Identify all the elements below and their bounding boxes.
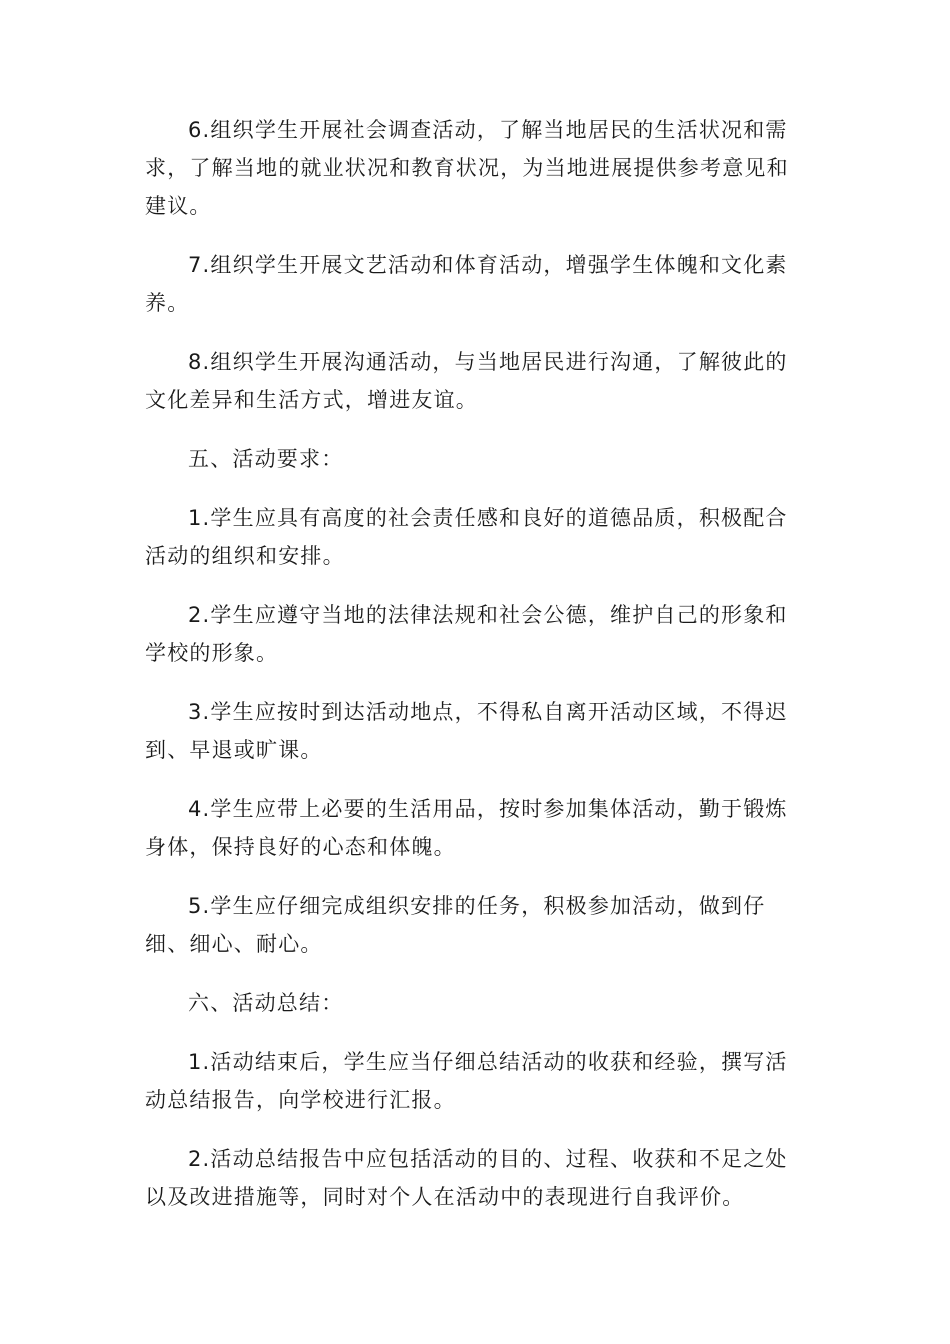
requirement-item-1: 1.学生应具有高度的社会责任感和良好的道德品质，积极配合活动的组织和安排。 [145,506,788,568]
paragraph-item-8: 8.组织学生开展沟通活动，与当地居民进行沟通，了解彼此的文化差异和生活方式，增进友谊。 [145,350,788,412]
requirement-item-5: 5.学生应仔细完成组织安排的任务，积极参加活动，做到仔细、细心、耐心。 [145,894,766,956]
paragraph-item-6: 6.组织学生开展社会调查活动，了解当地居民的生活状况和需求，了解当地的就业状况和教育状况，为当地进展提供参考意见和建议。 [145,118,789,218]
section-heading-requirements: 五、活动要求： [188,447,344,471]
document-body [145,111,805,1237]
section-heading-summary: 六、活动总结： [188,991,344,1015]
summary-item-1: 1.活动结束后，学生应当仔细总结活动的收获和经验，撰写活动总结报告，向学校进行汇报。 [145,1050,788,1112]
requirement-item-4: 4.学生应带上必要的生活用品，按时参加集体活动，勤于锻炼身体，保持良好的心态和体魄。 [145,797,788,859]
requirement-item-2: 2.学生应遵守当地的法律法规和社会公德，维护自己的形象和学校的形象。 [145,603,788,665]
summary-item-2: 2.活动总结报告中应包括活动的目的、过程、收获和不足之处以及改进措施等，同时对个人在活动中的表现进行自我评价。 [145,1147,788,1209]
requirement-item-3: 3.学生应按时到达活动地点，不得私自离开活动区域，不得迟到、早退或旷课。 [145,700,788,762]
paragraph-item-7: 7.组织学生开展文艺活动和体育活动，增强学生体魄和文化素养。 [145,253,788,315]
